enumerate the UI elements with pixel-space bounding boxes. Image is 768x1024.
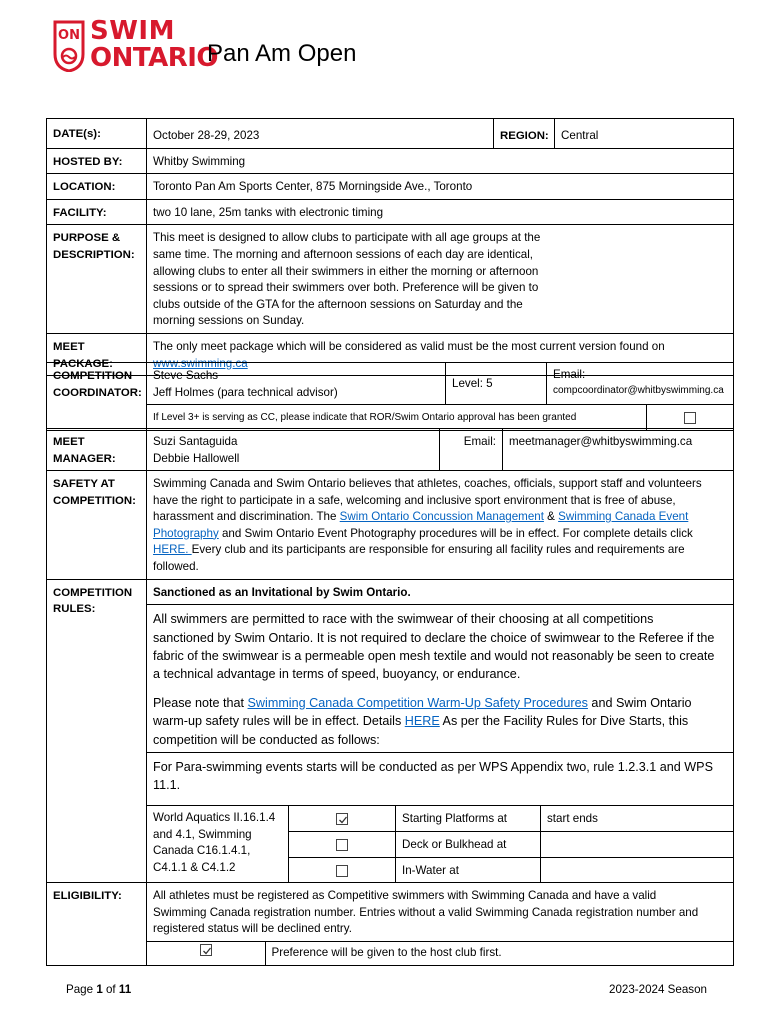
coordinator-label: COMPETITION COORDINATOR: bbox=[47, 363, 147, 431]
coordinator-level: Level: 5 bbox=[446, 363, 547, 405]
eligibility-label: ELIGIBILITY: bbox=[47, 883, 147, 966]
page-word: Page bbox=[66, 983, 97, 996]
concussion-management-link[interactable]: Swim Ontario Concussion Management bbox=[339, 510, 544, 524]
manager-email-value: meetmanager@whitbyswimming.ca bbox=[503, 429, 734, 471]
eligibility-line: Swimming Canada registration number. Entries without a valid Swimming Canada registration number and bbox=[153, 905, 699, 919]
coordinator-email-value: compcoordinator@whitbyswimming.ca bbox=[553, 384, 724, 396]
preference-checkbox-cell bbox=[147, 942, 265, 965]
swimwear-line: sanctioned by Swim Ontario. It is not required to declare the choice of swimwear to the Referee if the bbox=[153, 630, 715, 645]
page-number bbox=[66, 983, 131, 996]
purpose-row bbox=[47, 225, 734, 334]
water-value bbox=[541, 857, 734, 883]
safety-line: followed. bbox=[153, 559, 199, 573]
swimwear-text bbox=[147, 605, 734, 753]
swim-ontario-logo bbox=[52, 16, 218, 74]
warmup-line: competition will be conducted as follows: bbox=[153, 732, 380, 747]
safety-text-part: Every club and its participants are responsible for ensuring all facility rules and requirements are bbox=[191, 543, 685, 557]
swimwear-line: fabric of the swimwear is a permeable open mesh textile and would not reasonably be seen to create bbox=[153, 648, 715, 663]
checkmark-icon bbox=[202, 946, 212, 956]
purpose-text bbox=[147, 225, 734, 334]
start-rule-line: and 4.1, Swimming bbox=[153, 827, 252, 841]
safety-line bbox=[153, 509, 727, 526]
dates-row bbox=[47, 119, 734, 149]
dates-value: October 28-29, 2023 bbox=[147, 119, 494, 149]
warmup-text-part: Please note that bbox=[153, 695, 248, 710]
eligibility-row bbox=[47, 883, 734, 942]
checkmark-icon bbox=[338, 815, 348, 825]
page-header bbox=[52, 18, 732, 74]
manager-row bbox=[47, 429, 734, 471]
manager-table bbox=[46, 428, 734, 471]
safety-row bbox=[47, 471, 734, 580]
logo-badge-text: ON bbox=[58, 28, 80, 43]
warmup-text-part: warm-up safety rules will be in effect. Details bbox=[153, 714, 405, 729]
deck-checkbox[interactable] bbox=[336, 839, 348, 851]
start-row-platforms bbox=[47, 806, 734, 832]
manager-name: Debbie Hallowell bbox=[153, 451, 240, 465]
coordinator-approval-note: If Level 3+ is serving as CC, please indicate that ROR/Swim Ontario approval has been granted bbox=[147, 405, 647, 431]
purpose-line: allowing clubs to enter all their swimmers in either the morning or afternoon bbox=[153, 264, 539, 278]
swimming-ca-link[interactable]: www.swimming.ca bbox=[153, 356, 248, 370]
sanctioned-text: Sanctioned as an Invitational by Swim Ontario. bbox=[147, 579, 734, 605]
safety-line bbox=[153, 542, 727, 559]
logo-swim-text: SWIM bbox=[90, 16, 175, 46]
safety-text-part: & bbox=[543, 510, 559, 524]
start-rule-line: World Aquatics II.16.1.4 bbox=[153, 811, 276, 824]
platforms-checkbox[interactable] bbox=[336, 813, 348, 825]
safety-line: have the right to participate in a safe, welcoming and inclusive sport environment that is free of abuse, bbox=[153, 493, 676, 507]
meet-title: Pan Am Open bbox=[207, 40, 357, 67]
page-total: 11 bbox=[118, 983, 132, 996]
warmup-line bbox=[153, 694, 727, 712]
start-rule-line: C4.1.1 & C4.1.2 bbox=[153, 860, 236, 874]
warmup-details-link[interactable]: HERE bbox=[404, 714, 440, 729]
package-label: MEET PACKAGE: bbox=[47, 333, 147, 375]
hosted-label: HOSTED BY: bbox=[47, 148, 147, 174]
page-of: of bbox=[102, 983, 119, 996]
logo-ontario-text: ONTARIO bbox=[90, 43, 218, 73]
location-label: LOCATION: bbox=[47, 174, 147, 200]
safety-details-link[interactable]: HERE. bbox=[153, 543, 192, 557]
para-line: 11.1. bbox=[153, 778, 181, 793]
start-rule-line: Canada C16.1.4.1, bbox=[153, 844, 251, 858]
platforms-value: start ends bbox=[541, 806, 734, 832]
warmup-line bbox=[153, 712, 727, 730]
safety-label: SAFETY AT COMPETITION: bbox=[47, 471, 147, 580]
season-label: 2023-2024 Season bbox=[609, 983, 707, 996]
manager-names bbox=[147, 429, 440, 471]
water-label: In-Water at bbox=[396, 857, 541, 883]
hosted-row bbox=[47, 148, 734, 174]
event-photography-link-cont[interactable]: Photography bbox=[153, 526, 219, 540]
warmup-safety-link[interactable]: Swimming Canada Competition Warm-Up Safety Procedures bbox=[247, 695, 588, 710]
facility-value: two 10 lane, 25m tanks with electronic timing bbox=[147, 199, 734, 225]
eligibility-text bbox=[147, 883, 734, 942]
safety-text-part: harassment and discrimination. The bbox=[153, 510, 340, 524]
deck-label: Deck or Bulkhead at bbox=[396, 832, 541, 858]
hosted-value: Whitby Swimming bbox=[147, 148, 734, 174]
event-photography-link[interactable]: Swimming Canada Event bbox=[558, 510, 689, 524]
purpose-label: PURPOSE & DESCRIPTION: bbox=[47, 225, 147, 334]
purpose-line: morning sessions on Sunday. bbox=[153, 314, 305, 328]
para-text bbox=[147, 753, 734, 806]
preference-cell bbox=[147, 941, 734, 965]
platforms-checkbox-cell bbox=[289, 806, 396, 832]
purpose-line: same time. The morning and afternoon sessions of each day are identical, bbox=[153, 247, 534, 261]
para-row bbox=[47, 753, 734, 806]
facility-row bbox=[47, 199, 734, 225]
safety-text bbox=[147, 471, 734, 580]
coordinator-name: Jeff Holmes (para technical advisor) bbox=[153, 385, 338, 399]
preference-text: Preference will be given to the host club first. bbox=[271, 946, 502, 960]
preference-inner-table bbox=[147, 942, 733, 965]
water-checkbox-cell bbox=[289, 857, 396, 883]
preference-row bbox=[47, 941, 734, 965]
coordinator-email-cell bbox=[547, 363, 734, 405]
sanctioned-row bbox=[47, 579, 734, 605]
facility-label: FACILITY: bbox=[47, 199, 147, 225]
safety-line: Swimming Canada and Swim Ontario believes that athletes, coaches, officials, support staff and volunteers bbox=[153, 477, 702, 490]
eligibility-line: registered status will be declined entry. bbox=[153, 922, 352, 936]
approval-checkbox-cell bbox=[647, 405, 734, 431]
start-rule-reference bbox=[147, 806, 289, 883]
dates-label: DATE(s): bbox=[47, 119, 147, 149]
swimwear-line: All swimmers are permitted to race with the swimwear of their choosing at all competitions bbox=[153, 612, 654, 627]
location-row bbox=[47, 174, 734, 200]
purpose-line: sessions or to spread their swimmers over both. Preference will be given to bbox=[153, 281, 539, 295]
approval-checkbox[interactable] bbox=[684, 412, 696, 424]
water-checkbox[interactable] bbox=[336, 865, 348, 877]
safety-line bbox=[153, 526, 727, 543]
preference-checkbox[interactable] bbox=[200, 944, 212, 956]
location-value: Toronto Pan Am Sports Center, 875 Morningside Ave., Toronto bbox=[147, 174, 734, 200]
rules-label: COMPETITION RULES: bbox=[47, 579, 147, 883]
swim-ontario-badge-icon bbox=[52, 20, 86, 72]
warmup-text-part: and Swim Ontario bbox=[587, 695, 692, 710]
coordinator-name: Steve Sachs bbox=[153, 369, 219, 382]
rules-table bbox=[46, 470, 734, 966]
meet-info-table bbox=[46, 118, 734, 376]
para-line: For Para-swimming events starts will be conducted as per WPS Appendix two, rule 1.2.3.1 and WPS bbox=[153, 760, 713, 774]
page-current: 1 bbox=[96, 983, 103, 996]
coordinator-row bbox=[47, 363, 734, 405]
swimwear-row bbox=[47, 605, 734, 753]
platforms-label: Starting Platforms at bbox=[396, 806, 541, 832]
region-value: Central bbox=[555, 119, 734, 149]
coordinator-email-label: Email: bbox=[553, 368, 586, 381]
package-description: The only meet package which will be considered as valid must be the most current version found on bbox=[153, 339, 665, 353]
warmup-text-part: As per the Facility Rules for Dive Starts, this bbox=[439, 714, 689, 729]
deck-value bbox=[541, 832, 734, 858]
purpose-line: This meet is designed to allow clubs to participate with all age groups at the bbox=[153, 231, 541, 245]
safety-text-part: and Swim Ontario Event Photography procedures will be in effect. For complete details click bbox=[218, 526, 693, 540]
coordinator-note-row bbox=[47, 405, 734, 431]
manager-name: Suzi Santaguida bbox=[153, 435, 238, 448]
swimwear-line: a technical advantage in terms of speed, buoyancy, or endurance. bbox=[153, 667, 521, 682]
coordinator-names bbox=[147, 363, 446, 405]
coordinator-table bbox=[46, 362, 734, 431]
manager-email-label: Email: bbox=[440, 429, 503, 471]
manager-label: MEET MANAGER: bbox=[47, 429, 147, 471]
region-label: REGION: bbox=[494, 119, 555, 149]
purpose-line: clubs outside of the GTA for the afternoon sessions on Saturday and the bbox=[153, 297, 523, 311]
deck-checkbox-cell bbox=[289, 832, 396, 858]
eligibility-line: All athletes must be registered as Competitive swimmers with Swimming Canada and have a valid bbox=[153, 889, 657, 903]
